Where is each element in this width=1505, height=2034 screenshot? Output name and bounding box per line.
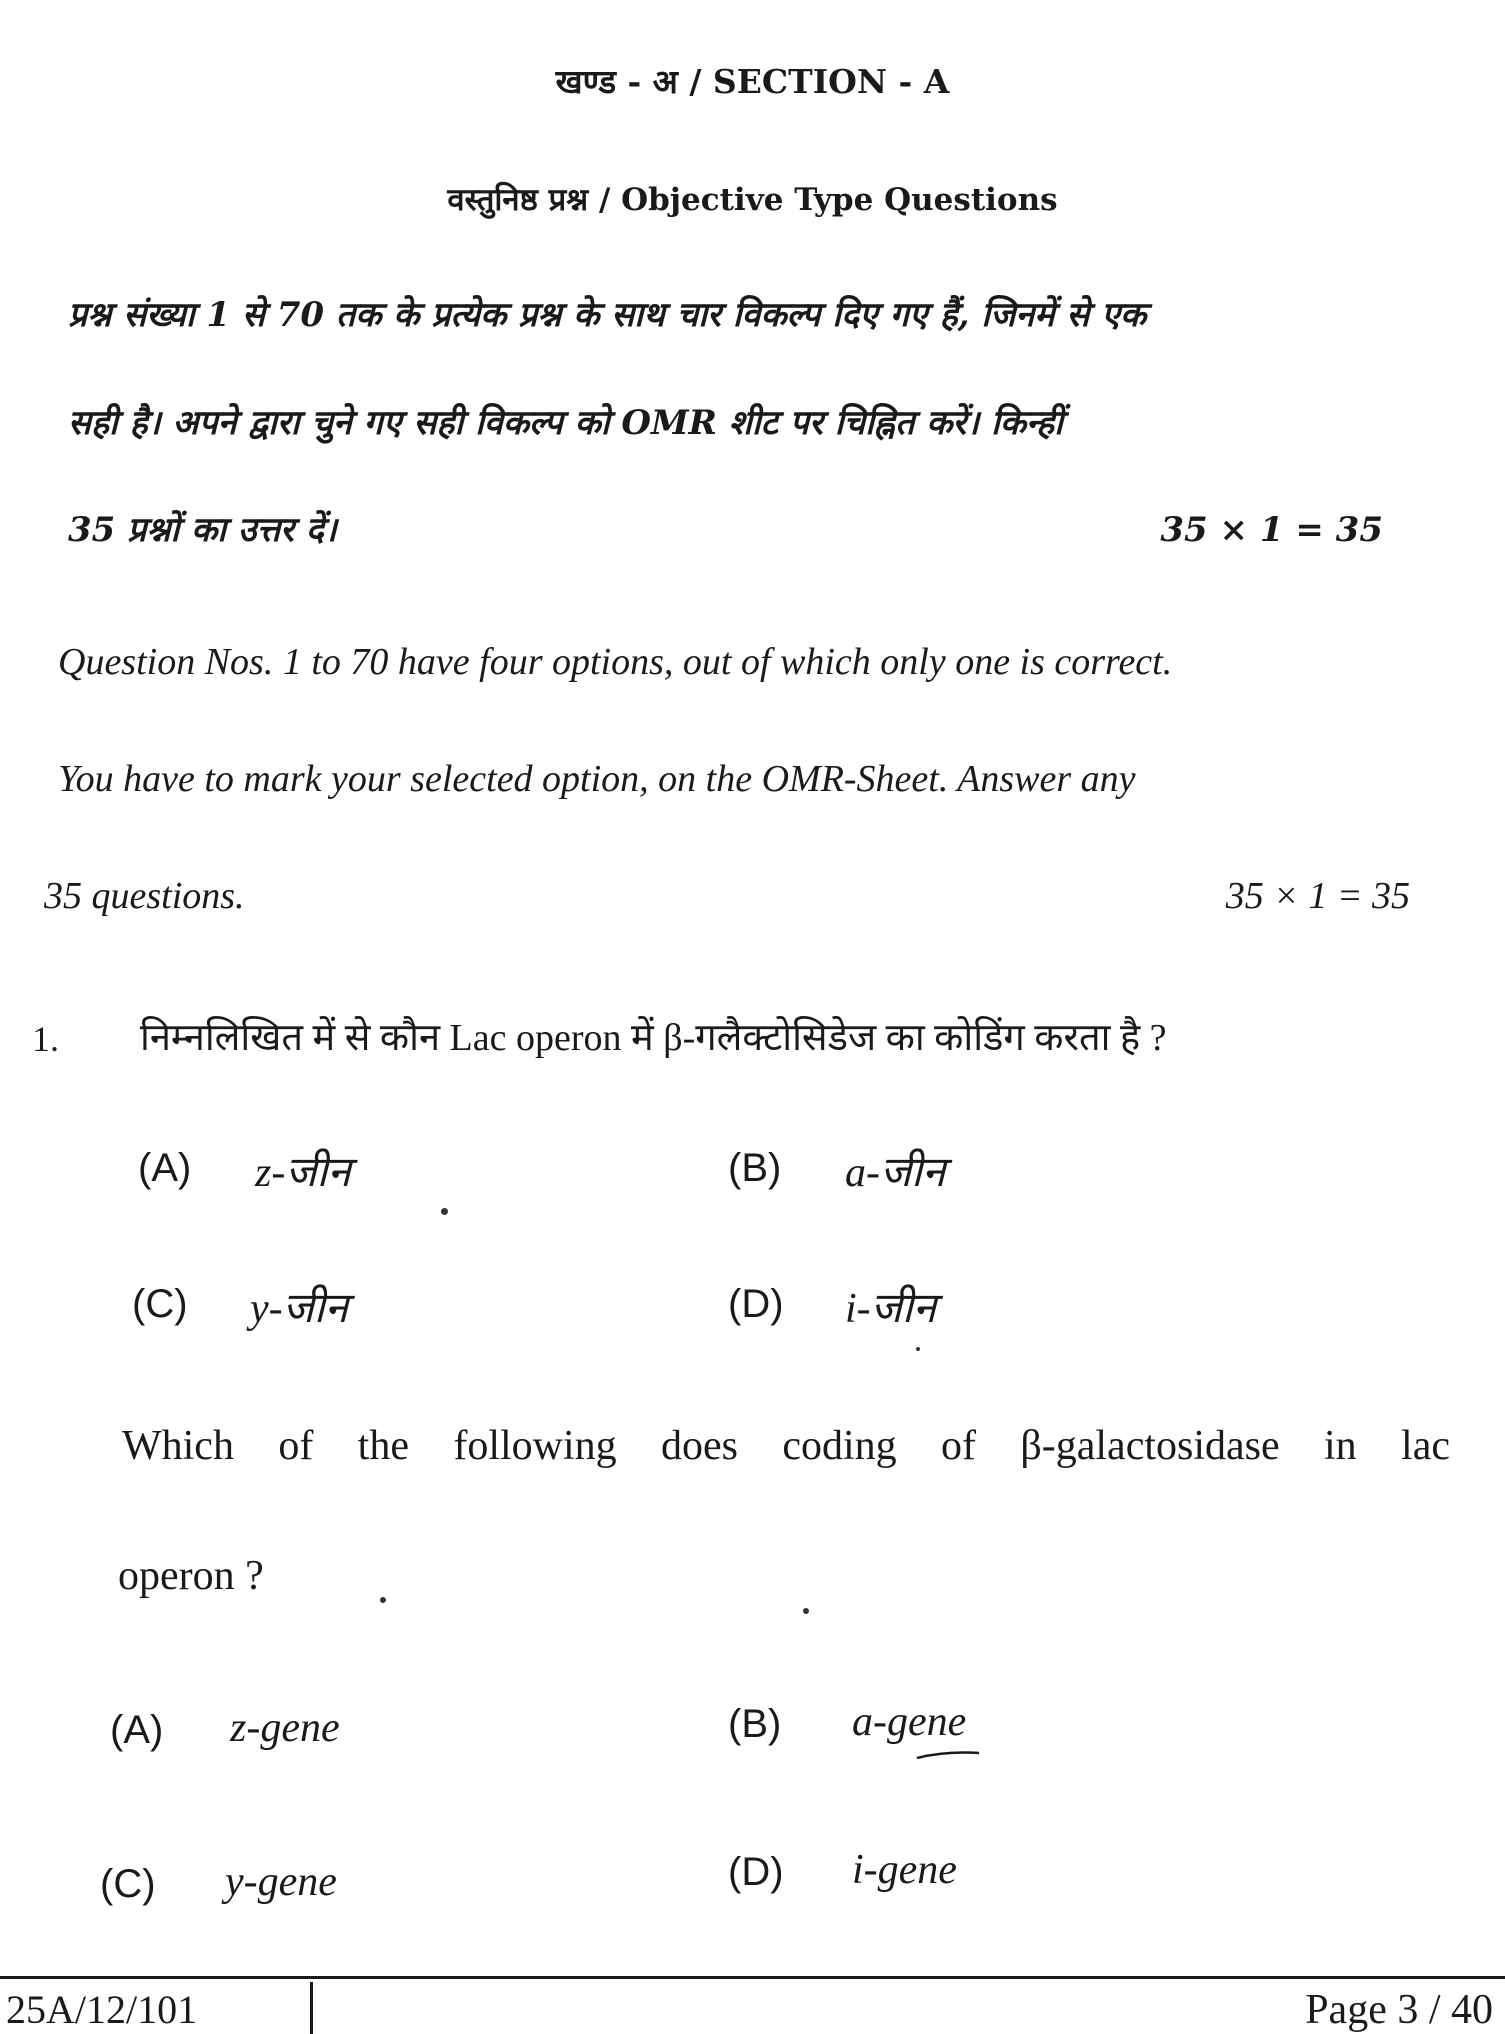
scan-speck — [803, 1608, 809, 1614]
option-a-text-hindi: z-जीन — [255, 1150, 351, 1196]
option-c-label-hindi: (C) — [132, 1282, 188, 1326]
option-b-text-hindi: a-जीन — [845, 1150, 946, 1196]
scan-speck — [441, 1208, 448, 1215]
instructions-english-line-2: You have to mark your selected option, on the OMR-Sheet. Answer any — [58, 758, 1136, 800]
scan-speck — [916, 1347, 920, 1351]
instructions-hindi-line-3: 35 प्रश्नों का उत्तर दें। — [68, 510, 337, 550]
option-a-label: (A) — [110, 1708, 164, 1752]
page-number: Page 3 / 40 — [1305, 1987, 1493, 2033]
instructions-english-line-3: 35 questions. — [44, 875, 245, 917]
option-d-text: i-gene — [852, 1847, 957, 1893]
instructions-hindi-line-1: प्रश्न संख्या 1 से 70 तक के प्रत्येक प्रश्न के साथ चार विकल्प दिए गए हैं, जिनमें से एक — [68, 295, 1147, 335]
question-text-english-line-2: operon ? — [118, 1553, 264, 1599]
pen-mark — [915, 1748, 983, 1762]
question-number: 1. — [32, 1019, 59, 1059]
scan-speck — [380, 1597, 386, 1603]
option-d-label-hindi: (D) — [728, 1282, 784, 1326]
footer-rule — [0, 1976, 1505, 1979]
option-d-label: (D) — [728, 1850, 784, 1894]
section-subtitle: वस्तुनिष्ठ प्रश्न / Objective Type Questions — [447, 182, 1058, 218]
option-a-text: z-gene — [230, 1705, 340, 1751]
option-c-label: (C) — [100, 1862, 156, 1906]
option-d-text-hindi: i-जीन — [845, 1286, 937, 1332]
instructions-english-line-1: Question Nos. 1 to 70 have four options, out of which only one is correct. — [58, 641, 1173, 683]
question-text-english-line-1: Which of the following does coding of β-galactosidase in lac — [122, 1423, 1450, 1469]
option-c-text: y-gene — [225, 1859, 337, 1905]
footer-separator — [310, 1982, 313, 2034]
option-b-label-hindi: (B) — [728, 1146, 782, 1190]
instructions-hindi-marks: 35 × 1 = 35 — [1160, 510, 1383, 550]
instructions-english-marks: 35 × 1 = 35 — [1225, 875, 1410, 917]
instructions-hindi-line-2: सही है। अपने द्वारा चुने गए सही विकल्प को OMR शीट पर चिह्नित करें। किन्हीं — [68, 403, 1063, 443]
question-text-hindi: निम्नलिखित में से कौन Lac operon में β-गलैक्टोसिडेज का कोडिंग करता है ? — [140, 1017, 1167, 1059]
option-a-label-hindi: (A) — [138, 1146, 192, 1190]
section-title: खण्ड - अ / SECTION - A — [555, 62, 950, 101]
option-b-label: (B) — [728, 1702, 782, 1746]
option-c-text-hindi: y-जीन — [250, 1286, 348, 1332]
option-b-text: a-gene — [852, 1699, 967, 1745]
paper-code: 25A/12/101 — [6, 1987, 198, 2032]
